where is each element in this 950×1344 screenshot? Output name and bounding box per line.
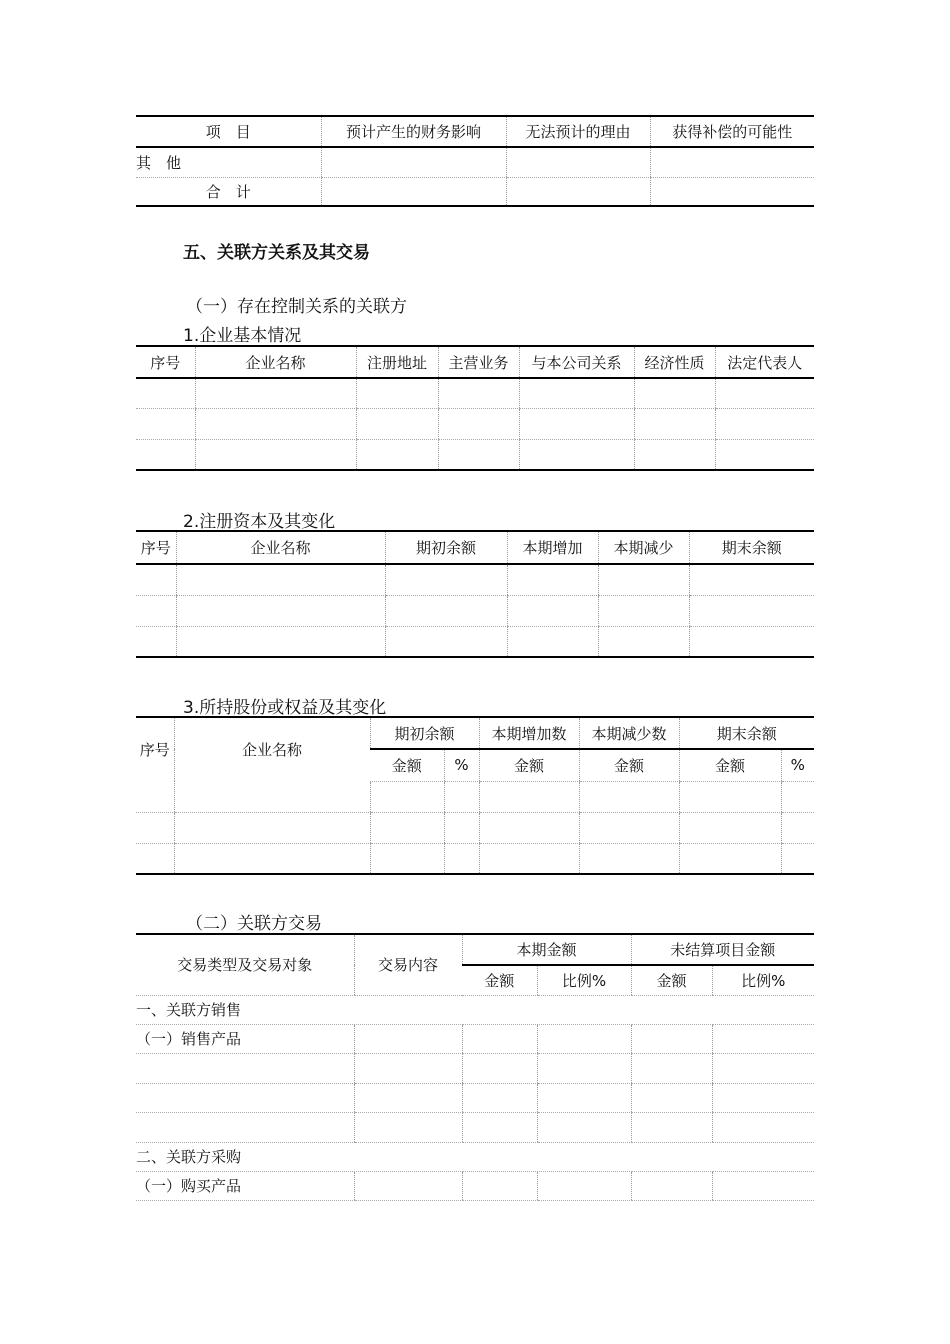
table1-title: 1.企业基本情况 (183, 326, 302, 346)
table-cell (506, 177, 650, 206)
table-cell (462, 1112, 537, 1142)
subheader-amount: 金额 (631, 965, 712, 995)
header-economic-nature: 经济性质 (634, 346, 715, 378)
row-total-label: 合 计 (136, 177, 321, 206)
table-cell (689, 626, 814, 657)
row-related-purchases: 二、关联方采购 (136, 1142, 814, 1171)
header-compensation-possibility: 获得补偿的可能性 (650, 116, 814, 147)
table-cell (195, 439, 356, 470)
header-financial-impact: 预计产生的财务影响 (321, 116, 506, 147)
subheader-amount: 金额 (679, 749, 781, 781)
table-cell (712, 1112, 814, 1142)
header-company-name: 企业名称 (195, 346, 356, 378)
table-cell (634, 439, 715, 470)
header-reason-unpredictable: 无法预计的理由 (506, 116, 650, 147)
table-cell (689, 595, 814, 626)
table-cell (136, 626, 176, 657)
table-cell (174, 781, 370, 812)
table-cell (370, 781, 444, 812)
header-main-business: 主营业务 (438, 346, 519, 378)
subheader-amount: 金额 (579, 749, 679, 781)
section-title: 五、关联方关系及其交易 (183, 243, 370, 263)
subheader-ratio: 比例% (712, 965, 814, 995)
row-related-sales: 一、关联方销售 (136, 995, 814, 1024)
table-cell (506, 147, 650, 177)
row-sell-products: （一）销售产品 (136, 1024, 354, 1053)
subsection-title-transactions: （二）关联方交易 (186, 914, 322, 934)
table-cell (679, 812, 781, 843)
table-cell (781, 843, 814, 874)
table-cell (579, 781, 679, 812)
table-cell (136, 439, 195, 470)
table-cell (781, 812, 814, 843)
table-cell (519, 439, 634, 470)
table-cell (479, 812, 579, 843)
table-cell (136, 408, 195, 439)
table-cell (507, 595, 598, 626)
table-cell (354, 1083, 462, 1112)
registered-capital-table (136, 530, 814, 658)
table-cell (176, 595, 385, 626)
header-seq: 序号 (136, 531, 176, 564)
header-company-name: 企业名称 (174, 717, 370, 781)
contingent-items-table (136, 115, 814, 207)
header-seq: 序号 (136, 346, 195, 378)
header-closing-balance: 期末余额 (679, 717, 814, 749)
table-cell (631, 1171, 712, 1200)
table-cell (679, 781, 781, 812)
table-cell (781, 781, 814, 812)
table-cell (579, 812, 679, 843)
table-cell (537, 1083, 631, 1112)
table-cell (712, 1024, 814, 1053)
table-cell (136, 812, 174, 843)
table-cell (136, 1112, 354, 1142)
table-cell (679, 843, 781, 874)
subheader-percent: % (444, 749, 479, 781)
table-cell (507, 626, 598, 657)
table-cell (438, 439, 519, 470)
header-opening-balance: 期初余额 (385, 531, 507, 564)
table-cell (462, 1171, 537, 1200)
table-cell (631, 1083, 712, 1112)
table-cell (631, 1024, 712, 1053)
header-decrease: 本期减少 (598, 531, 689, 564)
header-increase-count: 本期增加数 (479, 717, 579, 749)
table-cell (631, 1112, 712, 1142)
table-cell (462, 1083, 537, 1112)
table-cell (598, 564, 689, 595)
table-cell (356, 439, 438, 470)
table-cell (479, 843, 579, 874)
table-cell (519, 408, 634, 439)
table-cell (650, 147, 814, 177)
table-cell (631, 1053, 712, 1083)
table-cell (715, 378, 814, 408)
shares-held-table (136, 716, 814, 875)
row-buy-products: （一）购买产品 (136, 1171, 354, 1200)
table-cell (136, 595, 176, 626)
table-cell (354, 1053, 462, 1083)
table-cell (354, 1024, 462, 1053)
table-cell (479, 781, 579, 812)
table-cell (136, 378, 195, 408)
table-cell (537, 1053, 631, 1083)
table-cell (136, 843, 174, 874)
table-cell (385, 564, 507, 595)
table-cell (519, 378, 634, 408)
table-cell (136, 564, 176, 595)
table-cell (650, 177, 814, 206)
table-cell (634, 408, 715, 439)
table-cell (537, 1171, 631, 1200)
table-cell (579, 843, 679, 874)
header-increase: 本期增加 (507, 531, 598, 564)
table-cell (136, 1053, 354, 1083)
table-cell (321, 177, 506, 206)
table-cell (354, 1171, 462, 1200)
table-cell (507, 564, 598, 595)
header-company-name: 企业名称 (176, 531, 385, 564)
table-cell (712, 1053, 814, 1083)
table-cell (598, 595, 689, 626)
table-cell (195, 378, 356, 408)
table3-title: 3.所持股份或权益及其变化 (183, 698, 387, 718)
table-cell (462, 1024, 537, 1053)
header-relationship: 与本公司关系 (519, 346, 634, 378)
table-cell (354, 1112, 462, 1142)
table-cell (136, 781, 174, 812)
subheader-amount: 金额 (462, 965, 537, 995)
table-cell (438, 378, 519, 408)
table-cell (537, 1112, 631, 1142)
related-party-transactions-table (136, 933, 814, 1201)
subheader-amount: 金额 (479, 749, 579, 781)
table-cell (356, 378, 438, 408)
table-cell (385, 595, 507, 626)
table-cell (321, 147, 506, 177)
table-cell (438, 408, 519, 439)
table-cell (370, 843, 444, 874)
header-current-amount: 本期金额 (462, 934, 631, 965)
header-registered-address: 注册地址 (356, 346, 438, 378)
table-cell (356, 408, 438, 439)
table-cell (174, 843, 370, 874)
header-item: 项 目 (136, 116, 321, 147)
table-cell (715, 439, 814, 470)
table-cell (176, 564, 385, 595)
table-cell (385, 626, 507, 657)
subheader-percent: % (781, 749, 814, 781)
table-cell (598, 626, 689, 657)
row-other-label: 其 他 (136, 147, 321, 177)
table-cell (444, 843, 479, 874)
table-cell (370, 812, 444, 843)
header-unsettled-amount: 未结算项目金额 (631, 934, 814, 965)
table-cell (715, 408, 814, 439)
table-cell (174, 812, 370, 843)
table-cell (537, 1024, 631, 1053)
header-opening-balance: 期初余额 (370, 717, 479, 749)
table2-title: 2.注册资本及其变化 (183, 512, 336, 532)
header-closing-balance: 期末余额 (689, 531, 814, 564)
enterprise-basic-info-table (136, 345, 814, 471)
table-cell (176, 626, 385, 657)
subheader-amount: 金额 (370, 749, 444, 781)
table-cell (195, 408, 356, 439)
subheader-ratio: 比例% (537, 965, 631, 995)
table-cell (712, 1171, 814, 1200)
table-cell (136, 1083, 354, 1112)
table-cell (689, 564, 814, 595)
table-cell (634, 378, 715, 408)
header-decrease-count: 本期减少数 (579, 717, 679, 749)
subsection-title-controlling-parties: （一）存在控制关系的关联方 (186, 297, 407, 317)
table-cell (444, 812, 479, 843)
table-cell (444, 781, 479, 812)
header-transaction-content: 交易内容 (354, 934, 462, 995)
header-legal-rep: 法定代表人 (715, 346, 814, 378)
header-transaction-type: 交易类型及交易对象 (136, 934, 354, 995)
table-cell (712, 1083, 814, 1112)
header-seq: 序号 (136, 717, 174, 781)
table-cell (462, 1053, 537, 1083)
